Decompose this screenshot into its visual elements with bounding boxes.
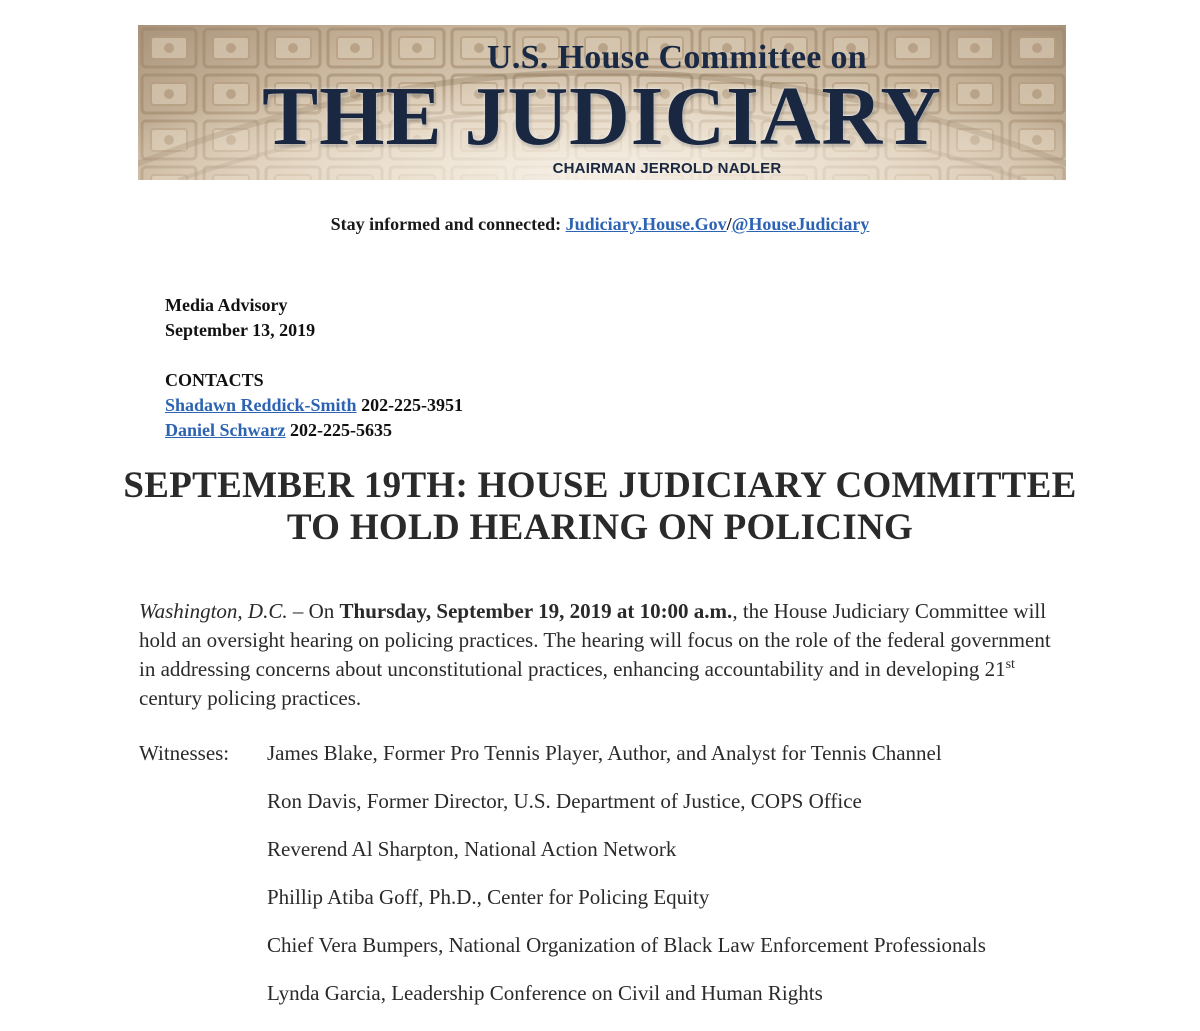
witness-item: Chief Vera Bumpers, National Organization of Black Law Enforcement Professionals [267, 933, 986, 957]
witness-item: James Blake, Former Pro Tennis Player, Author, and Analyst for Tennis Channel [267, 741, 942, 765]
banner-title: THE JUDICIARY [262, 70, 942, 163]
press-headline [0, 465, 1200, 549]
committee-banner [138, 25, 1066, 180]
advisory-date: September 13, 2019 [165, 320, 316, 340]
dateline: Washington, D.C. [139, 599, 288, 623]
dateline-dash: – On [287, 599, 340, 623]
link-separator: / [726, 214, 732, 234]
contacts-heading: CONTACTS [165, 370, 264, 390]
contact-phone: 202-225-3951 [361, 395, 464, 415]
witness-item: Lynda Garcia, Leadership Conference on Civil and Human Rights [267, 981, 823, 1005]
stay-informed-label: Stay informed and connected: [330, 214, 566, 234]
announcement-paragraph [139, 597, 1069, 713]
contact-name-link[interactable]: Shadawn Reddick-Smith [165, 395, 357, 415]
witness-list [267, 741, 986, 1029]
witness-item: Ron Davis, Former Director, U.S. Department of Justice, COPS Office [267, 789, 862, 813]
advisory-block [165, 293, 315, 343]
banner-subtitle: U.S. House Committee on [487, 39, 867, 76]
paragraph-text: , the House Judiciary Committee will hold an oversight hearing on policing practices. The hearing will focus on the role of the federal government in addressing concerns about unconstitutional practices, enhancing accountability and in developing 21 [139, 599, 1051, 681]
witness-item: Reverend Al Sharpton, National Action Network [267, 837, 677, 861]
stay-informed-line [0, 214, 1200, 235]
contacts-block [165, 368, 463, 443]
advisory-type: Media Advisory [165, 295, 288, 315]
contact-row [165, 418, 463, 443]
ordinal-suffix: st [1005, 657, 1015, 672]
banner-chairman: CHAIRMAN JERROLD NADLER [552, 160, 782, 177]
paragraph-tail: century policing practices. [139, 686, 362, 710]
contact-phone: 202-225-5635 [290, 420, 392, 440]
contact-name-link[interactable]: Daniel Schwarz [165, 420, 286, 440]
witness-item: Phillip Atiba Goff, Ph.D., Center for Policing Equity [267, 885, 710, 909]
headline-line-2: TO HOLD HEARING ON POLICING [286, 507, 914, 548]
twitter-handle-link[interactable]: @HouseJudiciary [731, 214, 870, 234]
headline-line-1: SEPTEMBER 19TH: HOUSE JUDICIARY COMMITTEE [123, 465, 1077, 506]
witnesses-label: Witnesses: [139, 741, 230, 765]
judiciary-website-link[interactable]: Judiciary.House.Gov [565, 214, 727, 234]
contact-row [165, 393, 463, 418]
hearing-datetime: Thursday, September 19, 2019 at 10:00 a.m. [339, 599, 733, 623]
